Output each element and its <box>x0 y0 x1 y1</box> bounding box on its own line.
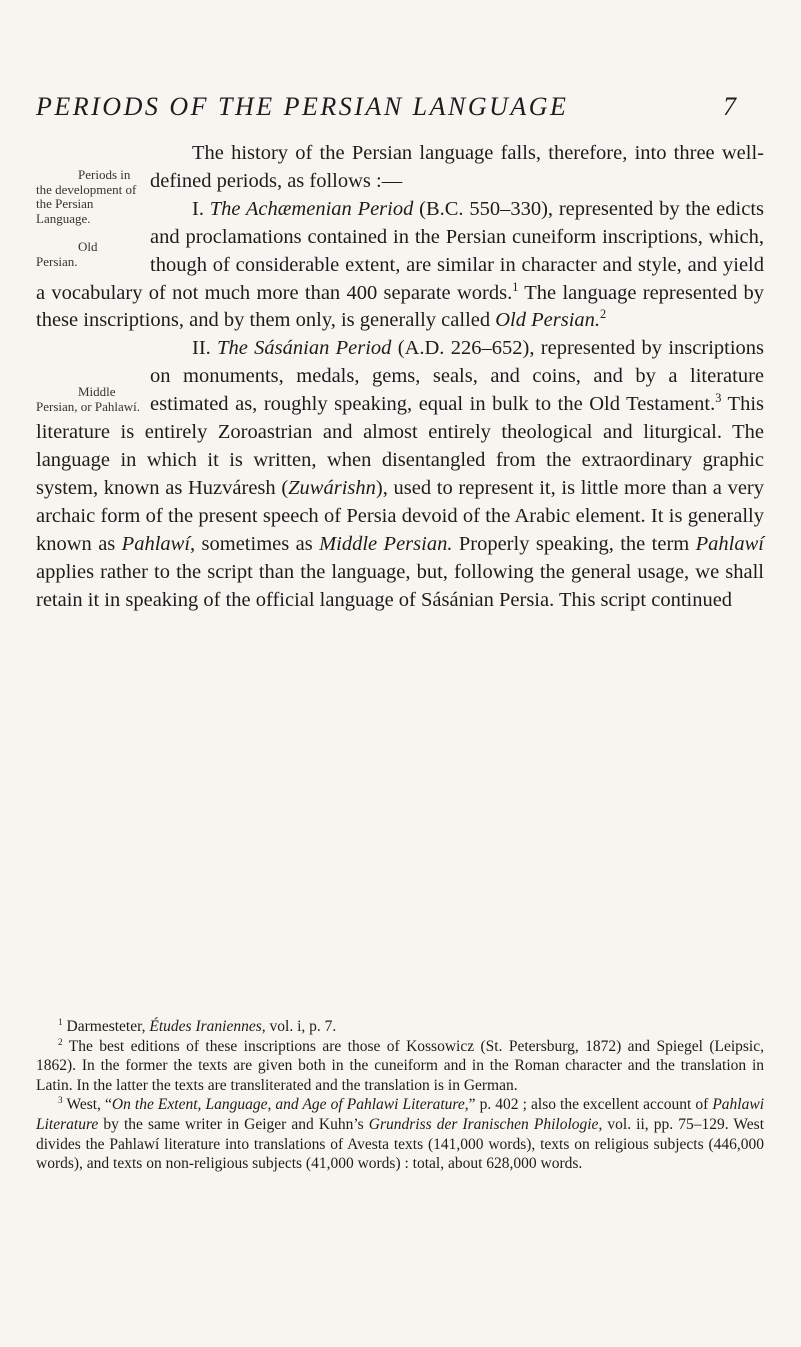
period-2-number: II. <box>192 337 218 360</box>
period-2-date: (A.D. 226–652), <box>391 337 541 360</box>
footnote-3-c: by the same writer in Geiger and Kuhn’s <box>98 1115 369 1133</box>
footnote-1-a: Darmesteter, <box>62 1018 150 1035</box>
running-title: PERIODS OF THE PERSIAN LANGUAGE <box>36 92 569 121</box>
footnote-2-mark: 2 <box>58 1037 63 1048</box>
period-1-body-b: The language represented by these inscriptions, and by them only, is generally called <box>36 281 765 332</box>
footnote-ref-1: 1 <box>512 279 519 294</box>
footnote-1-title: Études Iraniennes <box>149 1018 262 1035</box>
period-2-body-b: This literature is entirely Zoroastrian and almost entirely theological and liturgical. The language in which it is written, when disentangled from the extraordinary graphic system, known as Huzváresh ( <box>36 393 764 499</box>
footnote-3-title-2: Pahlawi Literature <box>36 1096 764 1133</box>
footnotes <box>36 1017 764 1174</box>
period-2-body-d: , sometimes as <box>190 532 320 555</box>
old-persian-term: Old Persian. <box>495 309 601 332</box>
period-2-body-e: Properly speaking, the term <box>452 532 696 555</box>
footnote-3-title-3: Grundriss der Iranischen Philologie <box>368 1115 599 1133</box>
footnote-1-mark: 1 <box>58 1017 63 1028</box>
middle-persian-term: Middle Persian. <box>319 532 453 555</box>
footnote-1-b: , vol. i, p. 7. <box>261 1018 337 1035</box>
footnote-1 <box>36 1017 764 1037</box>
period-2-body-c: ), used to represent it, is little more than a very archaic form of the present speech of Persia devoid of the Arabic element. It is generally known as <box>36 476 764 555</box>
running-header <box>36 92 736 122</box>
footnote-3-mark: 3 <box>58 1096 63 1107</box>
footnote-3-b: ,” p. 402 ; also the excellent account of <box>464 1096 713 1114</box>
period-2-title: The Sásánian Period <box>217 337 392 360</box>
page-number: 7 <box>723 92 736 121</box>
margin-note-middle-persian: Middle Persian, or Pahlawí. <box>36 384 140 414</box>
margin-note-periods: Periods in the development of the Persian Language. <box>36 167 137 226</box>
footnote-3-d: , vol. ii, pp. 75–129. West divides the Pahlawí literature into translations of Avesta texts (141,000 words), texts on religious subjects (446,000 words), and texts on non-religious subjects (41,000 words) : total, about 628,000 words. <box>36 1115 764 1173</box>
footnote-2-text: The best editions of these inscriptions are those of Kossowicz (St. Petersburg, 1872) and Spiegel (Leipsic, 1862). In the former the texts are given both in the cuneiform and in the Roman character and the translation in Latin. In the latter the texts are transliterated and the translation is in German. <box>36 1037 764 1094</box>
period-2-body-f: applies rather to the script than the language, but, following the general usage, we shall retain it in speaking of the official language of Sásánian Persia. This script continued <box>36 560 764 611</box>
footnote-ref-3: 3 <box>715 391 722 406</box>
period-1-title: The Achæmenian Period <box>209 197 414 220</box>
zuwarishn-term: Zuwárishn <box>288 476 376 499</box>
intro-text: The history of the Persian language falls, therefore, into three well-defined periods, as follows :— <box>150 142 764 192</box>
main-text <box>36 140 764 614</box>
footnote-3-a: West, “ <box>62 1096 112 1114</box>
achaemenian-paragraph <box>36 196 764 336</box>
footnote-ref-2: 2 <box>600 307 607 322</box>
period-2-body-a: represented by inscriptions on monuments, medals, gems, seals, and coins, and by a literature estimated as, roughly speaking, equal in bulk to the Old Testament. <box>150 337 765 416</box>
period-1-body-a: represented by the edicts and proclamations contained in the Persian cuneiform inscriptions, which, though of considerable extent, are similar in character and style, and yield a vocabulary of not much more than 400 separate words. <box>36 197 764 304</box>
pahlawi-term: Pahlawí <box>121 532 191 555</box>
margin-note-old-persian: Old Persian. <box>36 239 98 269</box>
footnote-3 <box>36 1095 764 1173</box>
period-1-date: (B.C. 550–330), <box>413 197 559 220</box>
footnote-3-title: On the Extent, Language, and Age of Pahlawi Literature <box>111 1096 465 1114</box>
sasanian-paragraph <box>36 335 764 614</box>
pahlawi-term-2: Pahlawí <box>695 532 764 555</box>
period-1-number: I. <box>192 197 210 220</box>
footnote-2 <box>36 1037 764 1096</box>
